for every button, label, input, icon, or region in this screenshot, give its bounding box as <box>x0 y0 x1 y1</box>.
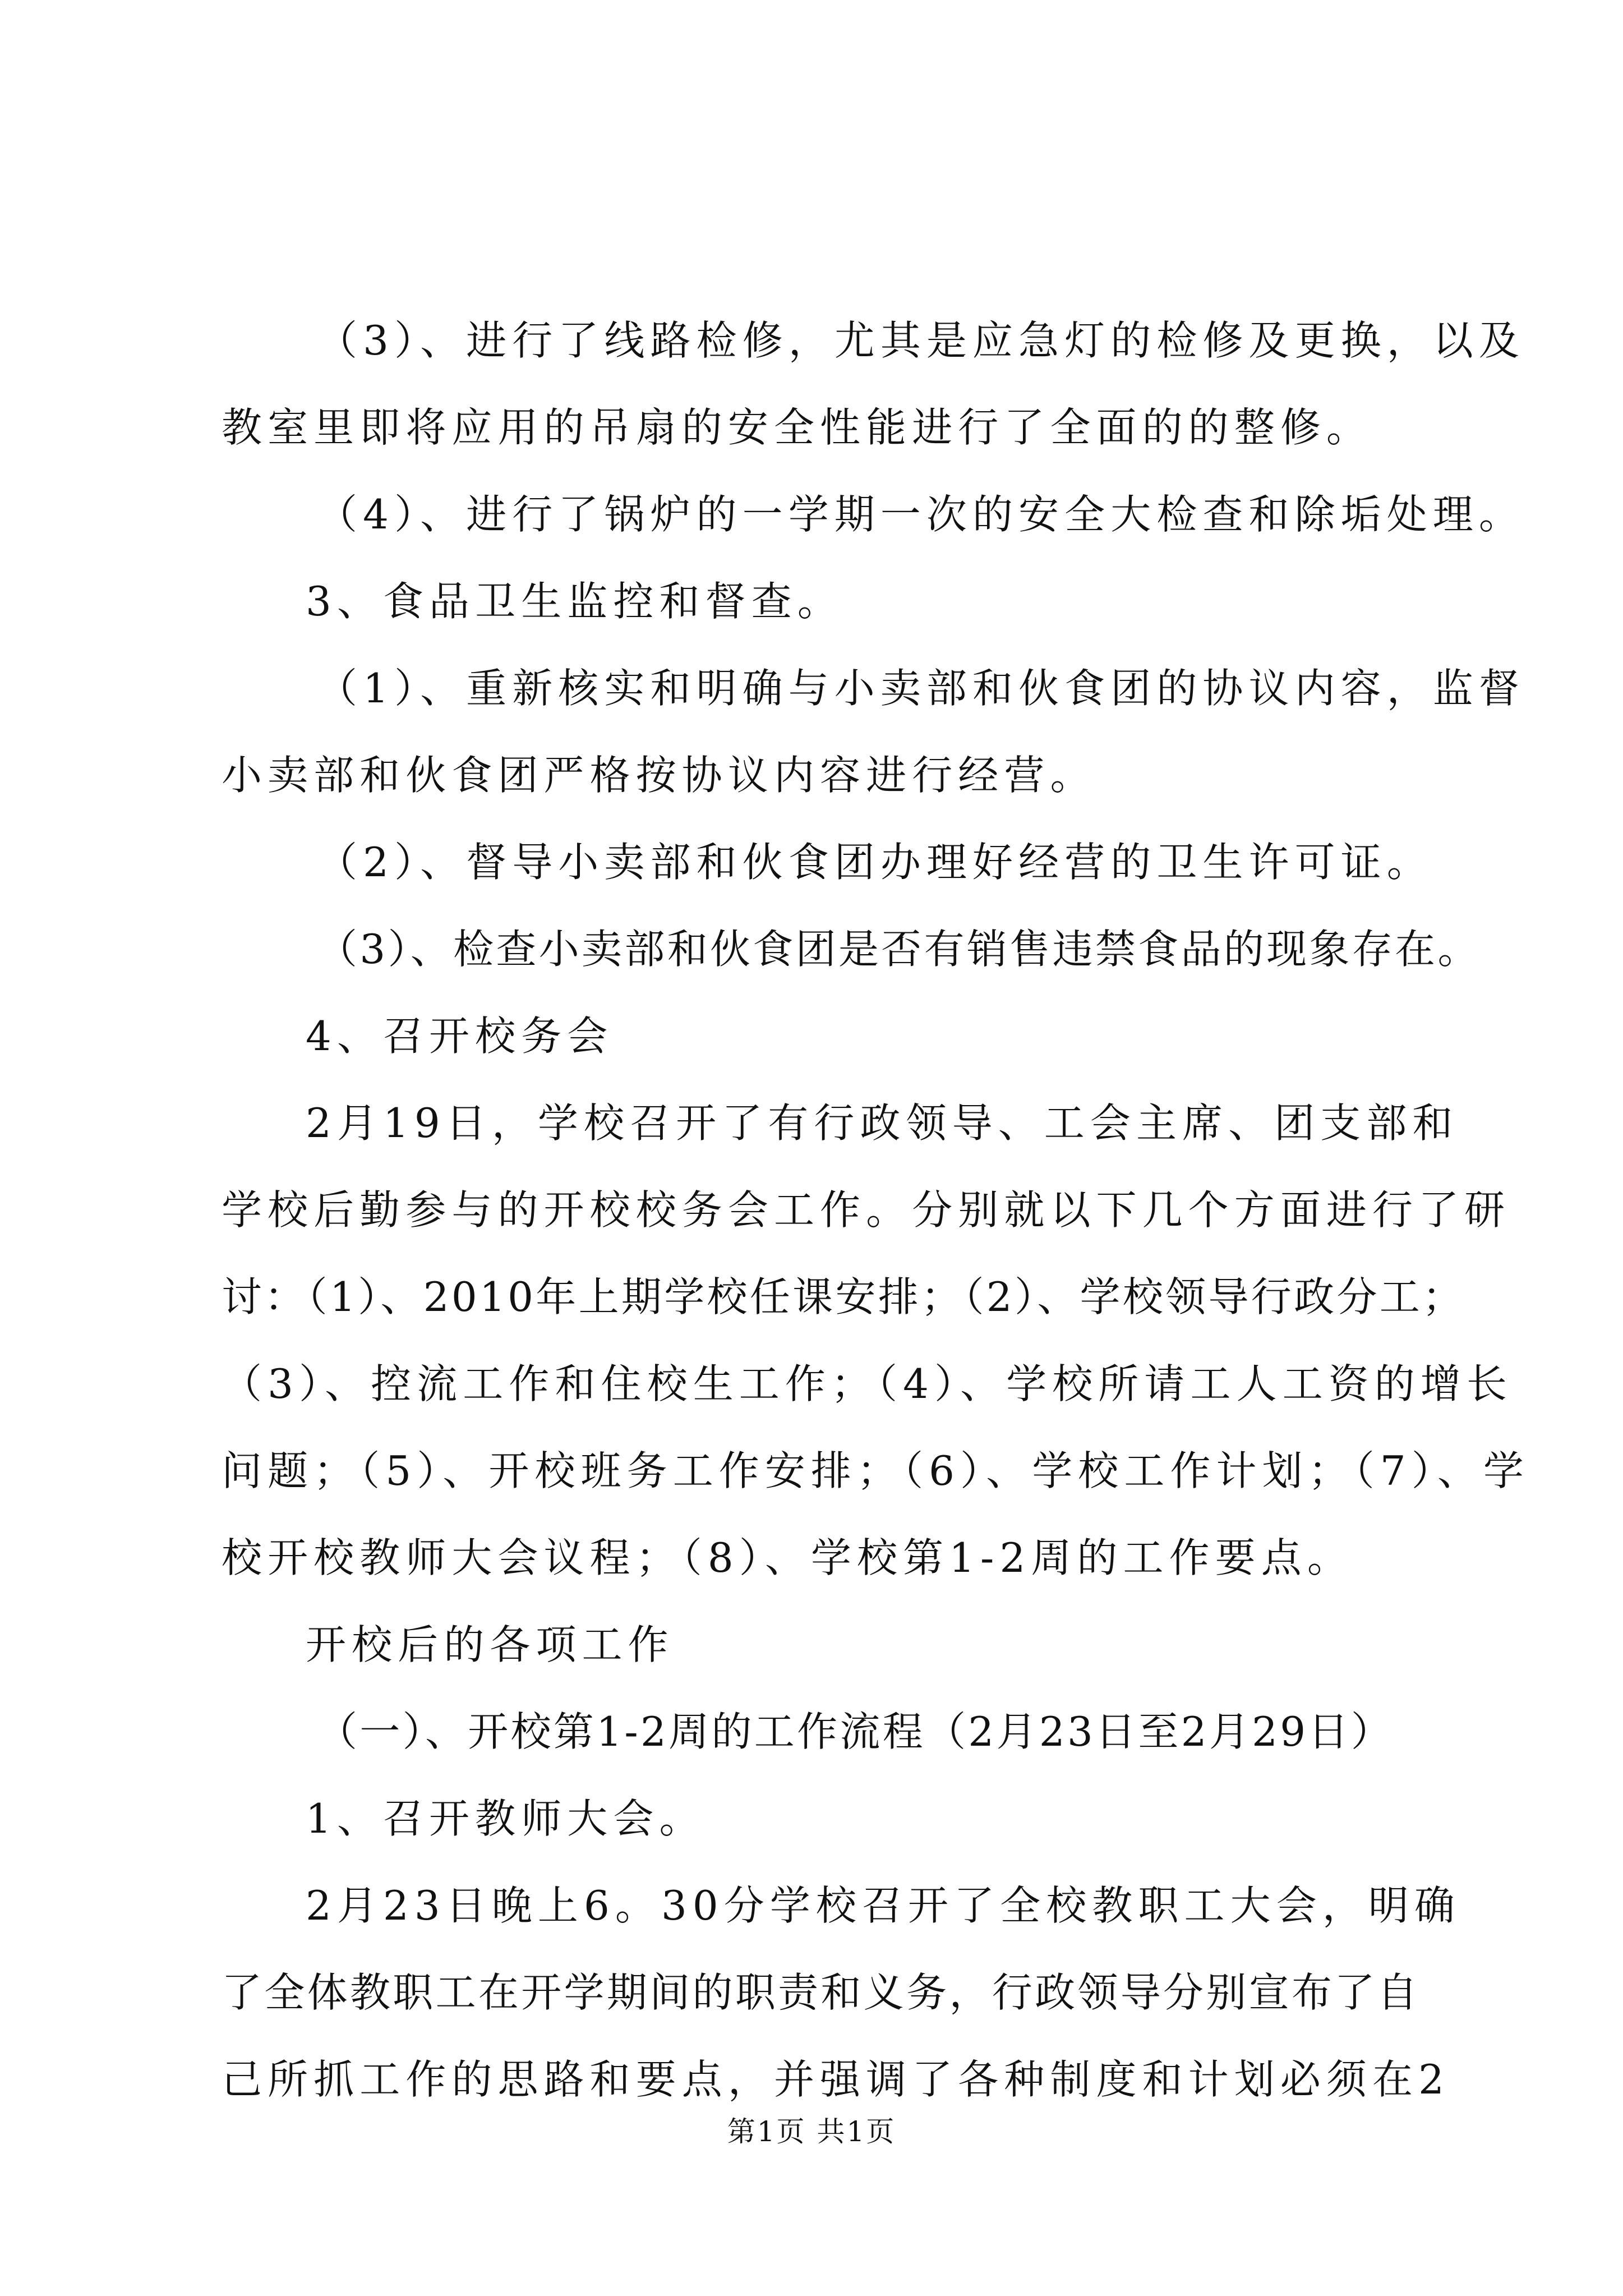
text-line: 讨：（1）、2010年上期学校任课安排；（2）、学校领导行政分工； <box>222 1273 1465 1320</box>
text-line: （3）、控流工作和住校生工作；（4）、学校所请工人工资的增长 <box>222 1360 1513 1407</box>
text-line: 2月23日晚上6。30分学校召开了全校教职工大会，明确 <box>306 1882 1461 1929</box>
text-line: 了全体教职工在开学期间的职责和义务，行政领导分别宣布了自 <box>222 1969 1420 2016</box>
text-line: 小卖部和伙食团严格按协议内容进行经营。 <box>222 752 1096 799</box>
text-line: （4）、进行了锅炉的一学期一次的安全大检查和除垢处理。 <box>317 491 1525 538</box>
document-body <box>222 297 1529 2123</box>
page-number-label: 第1页 共1页 <box>727 2115 896 2148</box>
text-line: （1）、重新核实和明确与小卖部和伙食团的协议内容，监督 <box>317 665 1525 712</box>
text-line: 3、食品卫生监控和督查。 <box>306 578 843 625</box>
text-line: （一）、开校第1-2周的工作流程（2月23日至2月29日） <box>317 1708 1394 1755</box>
text-line: 问题；（5）、开校班务工作安排；（6）、学校工作计划；（7）、学 <box>222 1447 1529 1494</box>
text-line: 学校后勤参与的开校校务会工作。分别就以下几个方面进行了研 <box>222 1186 1511 1234</box>
text-line: 教室里即将应用的吊扇的安全性能进行了全面的的整修。 <box>222 404 1373 451</box>
text-line: （3）、进行了线路检修，尤其是应急灯的检修及更换，以及 <box>317 317 1525 364</box>
text-line: 2月19日，学校召开了有行政领导、工会主席、团支部和 <box>306 1099 1459 1147</box>
text-line: 开校后的各项工作 <box>306 1621 674 1668</box>
text-line: 4、召开校务会 <box>306 1013 614 1060</box>
text-line: （2）、督导小卖部和伙食团办理好经营的卫生许可证。 <box>317 839 1433 886</box>
text-line: 己所抓工作的思路和要点，并强调了各种制度和计划必须在2 <box>222 2056 1450 2103</box>
text-line: 1、召开教师大会。 <box>306 1795 706 1842</box>
text-line: （3）、检查小卖部和伙食团是否有销售违禁食品的现象存在。 <box>317 926 1481 973</box>
text-line: 校开校教师大会议程；（8）、学校第1-2周的工作要点。 <box>222 1534 1353 1581</box>
page-footer <box>0 2109 1623 2150</box>
